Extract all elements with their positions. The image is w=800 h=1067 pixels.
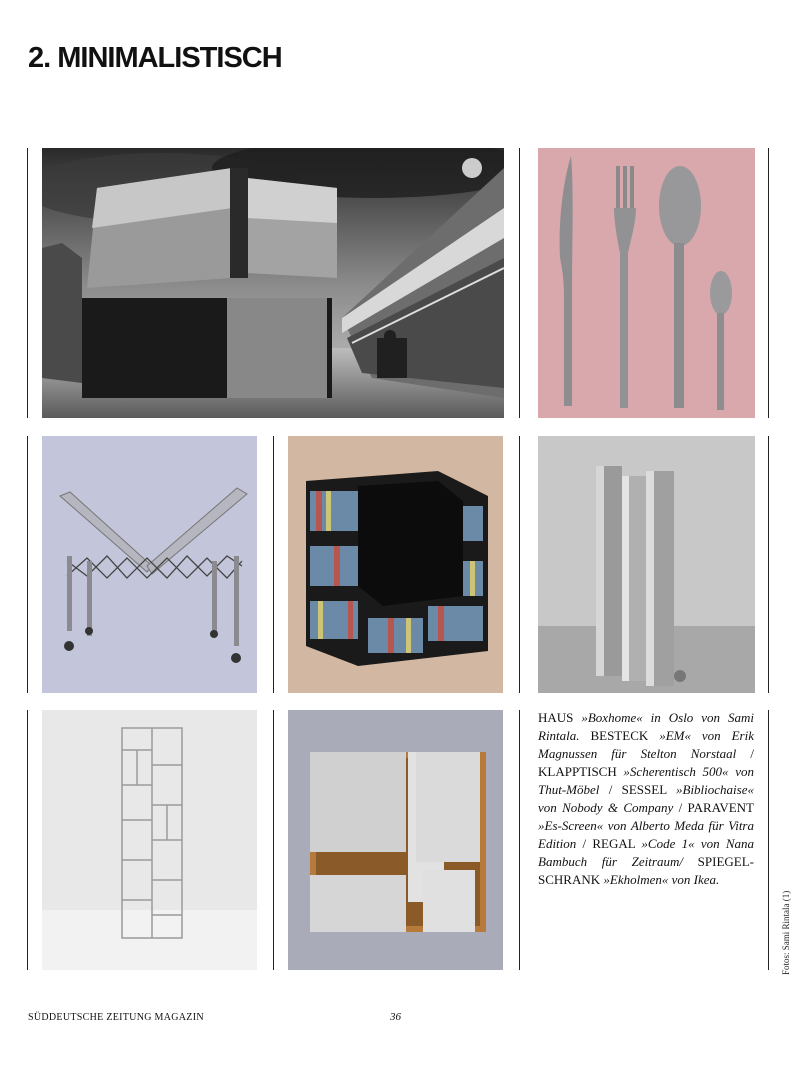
caption-segment: / KLAPPTISCH <box>538 746 754 779</box>
caption-segment: BESTECK <box>579 728 660 743</box>
photo-credit: Fotos: Sami Rintala (1) <box>781 890 791 975</box>
column-rule <box>768 710 769 970</box>
cutlery-photo <box>538 148 755 418</box>
column-rule <box>273 436 274 693</box>
column-rule <box>519 148 520 418</box>
column-rule <box>768 148 769 418</box>
caption-segment: »Es-Screen« von Alberto Meda für Vitra Edition <box>538 818 754 851</box>
caption-segment: »Bibliochaise« von Nobody & Company <box>538 782 754 815</box>
caption-segment: »Code 1« von Nana Bambuch für Zeitraum/ <box>538 836 754 869</box>
caption-segment: HAUS <box>538 710 582 725</box>
column-rule <box>27 148 28 418</box>
page-number: 36 <box>390 1011 401 1023</box>
column-rule <box>519 436 520 693</box>
footer-publication: SÜDDEUTSCHE ZEITUNG MAGAZIN <box>28 1012 204 1023</box>
boxhome-house-photo <box>42 148 504 418</box>
caption-segment: SPIEGEL-SCHRANK <box>538 854 754 887</box>
caption-segment: / REGAL <box>576 836 642 851</box>
folding-table-photo <box>42 436 257 693</box>
caption-segment: »Scherentisch 500« von Thut-Möbel <box>538 764 754 797</box>
column-rule <box>27 436 28 693</box>
caption-segment: »Ekholmen« von Ikea. <box>603 872 720 887</box>
es-screen-photo <box>538 436 755 693</box>
column-rule <box>273 710 274 970</box>
column-rule <box>768 436 769 693</box>
column-rule <box>27 710 28 970</box>
ekholmen-cabinet-photo <box>288 710 503 970</box>
caption-segment: / SESSEL <box>599 782 676 797</box>
caption-segment: »EM« von Erik Magnussen für Stelton Norstaal <box>538 728 754 761</box>
page-title: 2. MINIMALISTISCH <box>28 42 282 74</box>
caption-text <box>538 709 754 889</box>
caption-segment: »Boxhome« in Oslo von Sami Rintala. <box>538 710 754 743</box>
code1-shelf-photo <box>42 710 257 970</box>
caption-segment: / PARAVENT <box>673 800 755 815</box>
column-rule <box>519 710 520 970</box>
bibliochaise-photo <box>288 436 503 693</box>
